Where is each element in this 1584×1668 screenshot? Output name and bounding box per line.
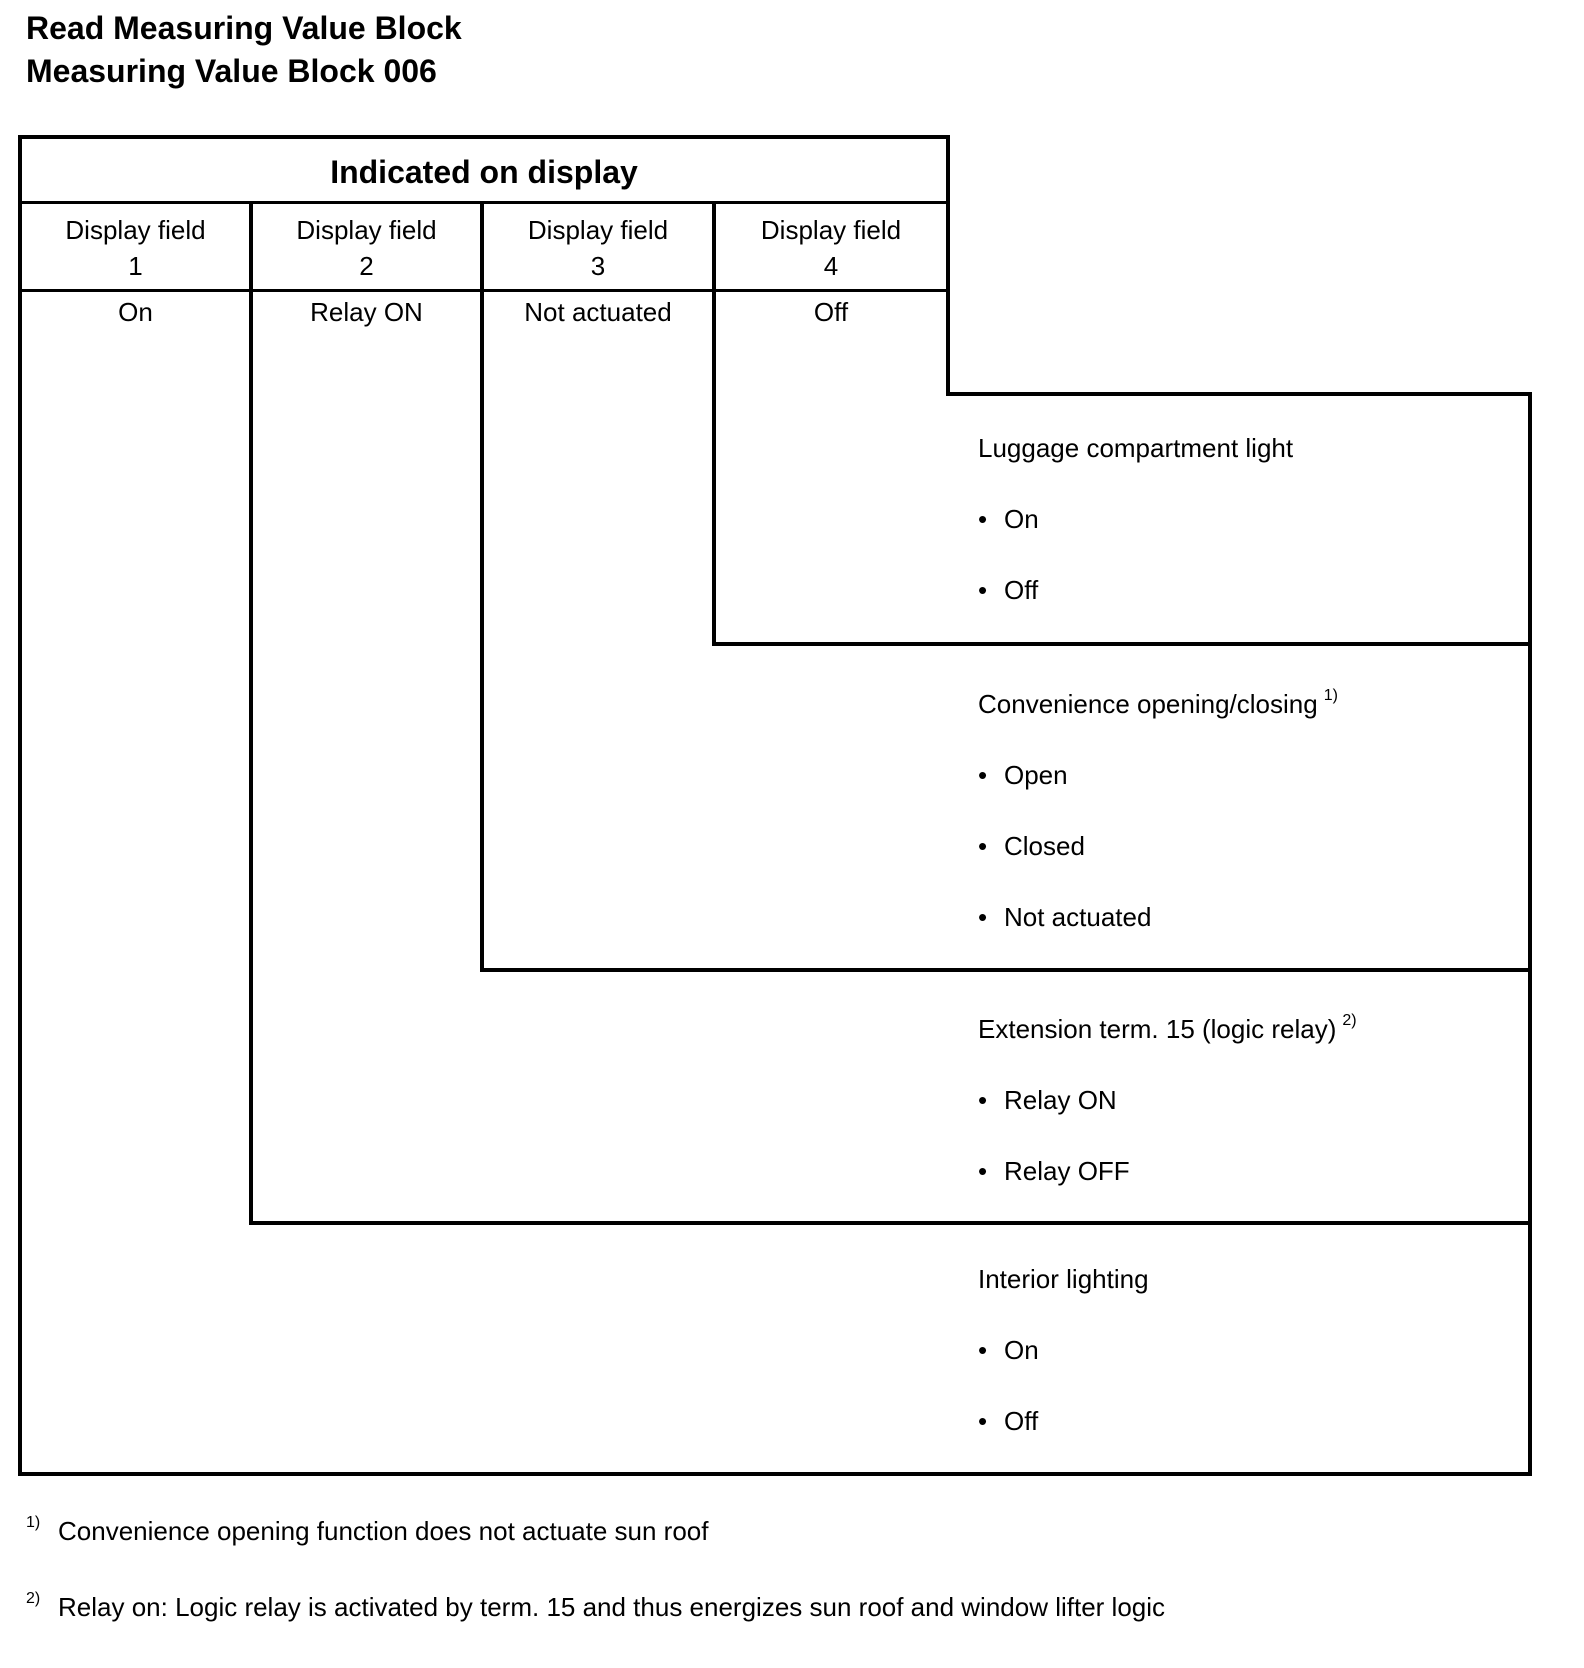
- display-field-1-header: Display field 1: [65, 215, 206, 281]
- extension-term-option: • Relay ON: [978, 1082, 1117, 1118]
- footnote-ref-2: 2): [1342, 1012, 1357, 1029]
- table-header: Indicated on display: [330, 154, 638, 190]
- interior-lighting-option: • Off: [978, 1403, 1038, 1439]
- footnote-mark: 2): [26, 1590, 41, 1607]
- extension-term-title: Extension term. 15 (logic relay) $^{2)}$: [978, 1012, 1357, 1044]
- display-field-4-value: Off: [813, 297, 849, 327]
- footnote-2: $^{2)}$ Relay on: Logic relay is activated by term. 15 and thus energizes sun roof and window lifter logic: [26, 1589, 1165, 1625]
- convenience-title: Convenience opening/closing $^{1)}$: [978, 687, 1338, 719]
- page-title: Read Measuring Value Block: [26, 10, 462, 46]
- display-field-4-header: Display field 4: [760, 215, 902, 281]
- display-field-1-value: On: [118, 297, 153, 327]
- display-field-3-header: Display field 3: [527, 215, 669, 281]
- convenience-option: • Open: [978, 757, 1068, 793]
- footnote-mark: 1): [26, 1514, 41, 1531]
- luggage-light-option: • Off: [978, 572, 1038, 608]
- display-field-2-header: Display field 2: [296, 215, 437, 281]
- page-subtitle: Measuring Value Block 006: [26, 53, 437, 89]
- convenience-option: • Not actuated: [978, 899, 1151, 935]
- extension-term-option: • Relay OFF: [978, 1153, 1130, 1189]
- footnote-ref-1: 1): [1323, 687, 1338, 704]
- display-field-3-value: Not actuated: [524, 297, 672, 327]
- display-field-2-value: Relay ON: [310, 297, 423, 327]
- interior-lighting-option: • On: [978, 1332, 1039, 1368]
- convenience-option: • Closed: [978, 828, 1085, 864]
- footnote-1: $^{1)}$ Convenience opening function does not actuate sun roof: [26, 1513, 708, 1549]
- interior-lighting-title: Interior lighting: [978, 1264, 1149, 1294]
- luggage-light-title: Luggage compartment light: [978, 433, 1294, 463]
- luggage-light-option: • On: [978, 501, 1039, 537]
